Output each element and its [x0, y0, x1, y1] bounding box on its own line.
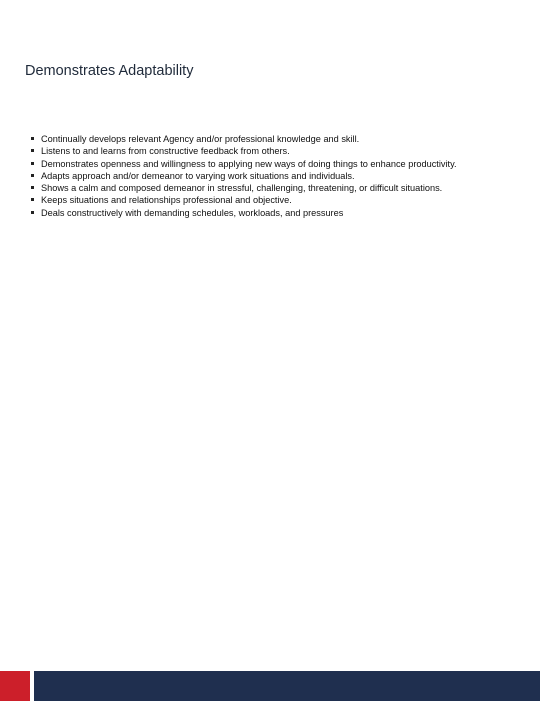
bullet-item: [31, 182, 457, 194]
bullet-icon: [31, 211, 34, 214]
footer-bar: [0, 671, 540, 701]
bullet-text: Keeps situations and relationships professional and objective.: [41, 195, 292, 206]
bullet-icon: [31, 198, 34, 201]
bullet-item: [31, 170, 457, 182]
bullet-icon: [31, 186, 34, 189]
bullet-list: [31, 133, 457, 219]
bullet-item: [31, 133, 457, 145]
bullet-icon: [31, 162, 34, 165]
slide-title: Demonstrates Adaptability: [25, 63, 194, 79]
footer-divider: [30, 671, 34, 701]
bullet-text: Continually develops relevant Agency and/or professional knowledge and skill.: [41, 134, 360, 144]
bullet-text: Demonstrates openness and willingness to applying new ways of doing things to enhance productivity.: [41, 158, 457, 169]
bullet-icon: [31, 174, 34, 177]
bullet-icon: [31, 137, 34, 140]
bullet-item: [31, 158, 457, 170]
footer-accent-block: [0, 671, 30, 701]
bullet-item: [31, 194, 457, 206]
bullet-icon: [31, 149, 34, 152]
bullet-text: Deals constructively with demanding schedules, workloads, and pressures: [41, 207, 344, 218]
bullet-text: Shows a calm and composed demeanor in stressful, challenging, threatening, or difficult situations.: [41, 183, 443, 194]
bullet-item: [31, 145, 457, 157]
bullet-item: [31, 207, 457, 219]
bullet-text: Listens to and learns from constructive feedback from others.: [41, 146, 290, 157]
bullet-text: Adapts approach and/or demeanor to varying work situations and individuals.: [41, 170, 355, 181]
